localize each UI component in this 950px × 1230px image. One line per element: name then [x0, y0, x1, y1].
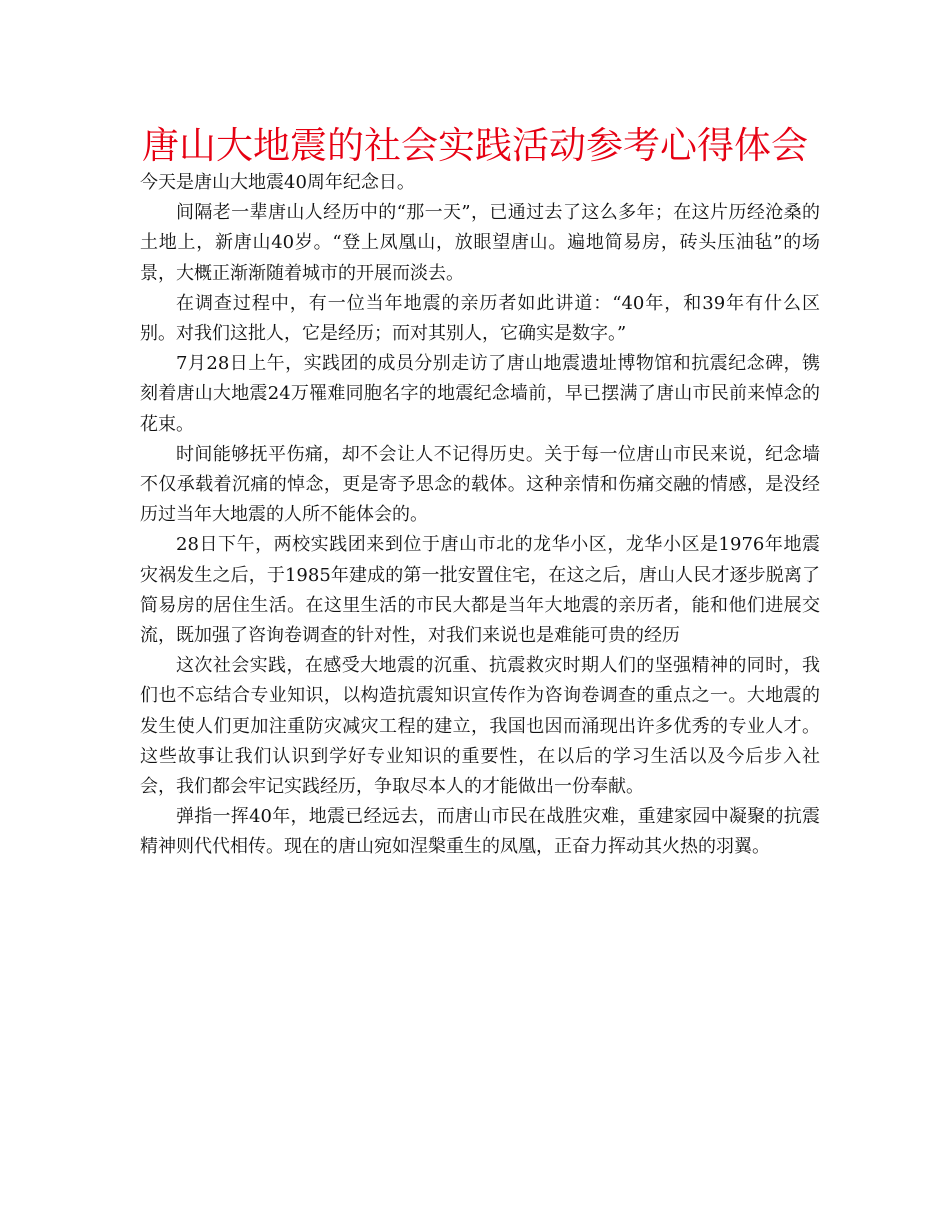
paragraph-7: 这次社会实践，在感受大地震的沉重、抗震救灾时期人们的坚强精神的同时，我们也不忘结合专业知识，以构造抗震知识宣传作为咨询卷调查的重点之一。大地震的发生使人们更加注重防灾减灾工程的建立，我国也因而涌现出许多优秀的专业人才。这些故事让我们认识到学好专业知识的重要性，在以后的学习生活以及今后步入社会，我们都会牢记实践经历，争取尽本人的才能做出一份奉献。 [140, 655, 820, 798]
paragraph-6: 28日下午，两校实践团来到位于唐山市北的龙华小区，龙华小区是1976年地震灾祸发生之后，于1985年建成的第一批安置住宅，在这之后，唐山人民才逐步脱离了简易房的居住生活。在这里生活的市民大都是当年大地震的亲历者，能和他们进展交流，既加强了咨询卷调查的针对性，对我们来说也是难能可贵的经历 [140, 534, 820, 647]
paragraph-2: 间隔老一辈唐山人经历中的“那一天”，已通过去了这么多年；在这片历经沧桑的土地上，新唐山40岁。“登上凤凰山，放眼望唐山。遍地简易房，砖头压油毡”的场景，大概正渐渐随着城市的开展而淡去。 [140, 202, 820, 284]
paragraph-3: 在调查过程中，有一位当年地震的亲历者如此讲道：“40年，和39年有什么区别。对我们这批人，它是经历；而对其别人，它确实是数字。” [140, 292, 820, 345]
document-body [140, 168, 820, 863]
document-title: 唐山大地震的社会实践活动参考心得体会 [142, 124, 808, 167]
paragraph-4: 7月28日上午，实践团的成员分别走访了唐山地震遗址博物馆和抗震纪念碑，镌刻着唐山大地震24万罹难同胞名字的地震纪念墙前，早已摆满了唐山市民前来悼念的花束。 [140, 353, 820, 435]
paragraph-8: 弹指一挥40年，地震已经远去，而唐山市民在战胜灾难，重建家园中凝聚的抗震精神则代代相传。现在的唐山宛如涅槃重生的凤凰，正奋力挥动其火热的羽翼。 [140, 806, 820, 858]
paragraph-1: 今天是唐山大地震40周年纪念日。 [140, 172, 415, 193]
paragraph-5: 时间能够抚平伤痛，却不会让人不记得历史。关于每一位唐山市民来说，纪念墙不仅承载着沉痛的悼念，更是寄予思念的载体。这种亲情和伤痛交融的情感，是没经历过当年大地震的人所不能体会的。 [140, 443, 820, 526]
